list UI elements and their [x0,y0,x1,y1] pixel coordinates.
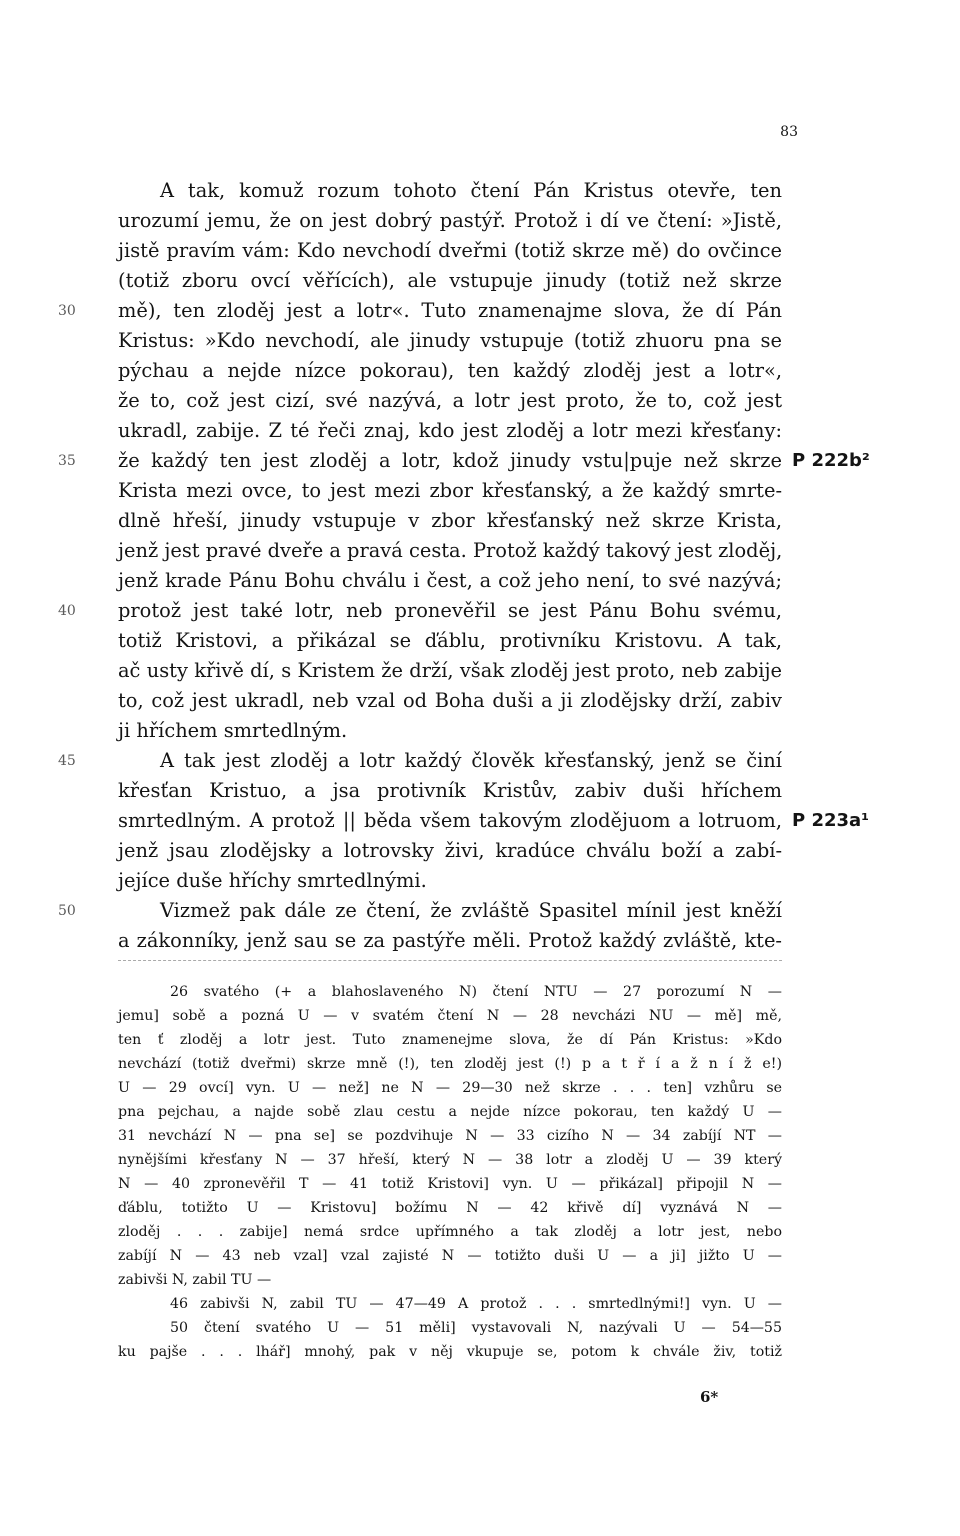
text-line [58,896,782,926]
main-text [58,176,870,956]
text-line [118,326,782,356]
line-text: urozumí jemu, že on jest dobrý pastýř. Protož i dí ve čtení: »Jistě, [118,209,782,232]
line-number: 50 [58,903,76,919]
note-line: ku pajše . . . lhář] mnohý, pak v něj vkupuje se, potom k chvále živ, totiž [118,1344,782,1360]
line-number: 35 [58,453,76,469]
line-text: že každý ten jest zloděj a lotr, kdož jinudy vstu|puje než skrze [118,449,782,472]
line-text: jenž jest pravé dveře a pravá cesta. Protož každý takový jest zloděj, [118,539,783,562]
line-text: protož jest také lotr, neb pronevěřil se jest Pánu Bohu svému, [118,599,782,622]
text-line [118,536,782,566]
line-text: (totiž zboru ovcí věřících), ale vstupuje jinudy (totiž než skrze [118,269,782,292]
line-text: mě), ten zloděj jest a lotr«. Tuto znamenajme slova, že dí Pán [118,299,782,322]
text-line [118,176,782,206]
note-line: zloděj . . . zabije] nemá srdce upřímného a tak zloděj a lotr jest, nebo [118,1224,782,1240]
line-text: jenž jsau zlodějsky a lotrovsky živi, kradúce chválu boží a zabí- [118,839,782,862]
note-line: ďáblu, totižto U — Kristovu] božímu N — 42 křivě dí] vyznává N — [118,1200,782,1216]
text-line [118,356,782,386]
line-text: to, což jest ukradl, neb vzal od Boha duši a ji zlodějsky drží, zabiv [118,689,782,712]
text-line [118,836,782,866]
line-text: totiž Kristovi, a přikázal se ďáblu, protivníku Kristovu. A tak, [118,629,782,652]
text-line [58,746,782,776]
note-line: 50 čtení svatého U — 51 měli] vystavovali N, nazývali U — 54—55 [170,1320,782,1336]
text-line [118,716,782,746]
line-text: A tak, komuž rozum tohoto čtení Pán Kristus otevře, ten [160,179,782,202]
text-line [118,626,782,656]
line-number: 40 [58,603,76,619]
text-line [118,236,782,266]
note-line: 26 svatého (+ a blahoslaveného N) čtení NTU — 27 porozumí N — [170,984,782,1000]
text-line [118,386,782,416]
note-line: nynějšími křesťany N — 37 hřeší, který N — 38 lotr a zloděj U — 39 který [118,1152,782,1168]
note-line: ten ť zloděj a lotr jest. Tuto znamenejme slova, že dí Pán Kristus: »Kdo [118,1032,782,1048]
line-number: 45 [58,753,76,769]
line-text: a zákonníky, jenž sau se za pastýře měli. Protož každý zvláště, kte- [118,929,782,952]
text-line [118,926,782,956]
text-line [118,806,870,836]
text-line [118,506,782,536]
text-line [58,596,782,626]
line-text: ukradl, zabije. Z té řeči znaj, kdo jest zloděj a lotr mezi křesťany: [118,419,782,442]
line-text: A tak jest zloděj a lotr každý člověk křesťanský, jenž se činí [160,749,782,772]
critical-apparatus [118,980,782,1364]
manuscript-folio-ref: P 223a¹ [792,810,870,831]
text-line [118,656,782,686]
footnote-divider [118,960,782,961]
text-line [118,776,782,806]
line-text: Krista mezi ovce, to jest mezi zbor křesťanský, a že každý smrte- [118,479,782,502]
text-line [58,296,782,326]
text-line [118,566,782,596]
note-line: 31 nevchází N — pna se] se pozdvihuje N — 33 cizího N — 34 zabíjí NT — [118,1128,782,1144]
note-line: zabíjí N — 43 neb vzal] vzal zajisté N — totižto duši U — a ji] jižto U — [118,1248,782,1264]
line-text: ji hříchem smrtedlným. [118,719,348,742]
text-line [118,416,782,446]
note-line: jemu] sobě a pozná U — v svatém čtení N — 28 nevcházi NU — mě] mě, [118,1008,782,1024]
line-text: smrtedlným. A protož || běda všem takovým zlodějuom a lotruom, [118,809,782,832]
line-number: 30 [58,303,76,319]
line-text: pýchau a nejde nízce pokorau), ten každý zloděj jest a lotr«, [118,359,782,382]
note-line: nevchází (totiž dveřmi) skrze mně (!), ten zloděj jest (!) p a t ř í a ž n í ž e!) [118,1056,782,1072]
line-text: Vizmež pak dále ze čtení, že zvláště Spasitel mínil jest kněží [160,899,782,922]
manuscript-folio-ref: P 222b² [792,450,870,471]
line-text: ač usty křivě dí, s Kristem že drží, však zloděj jest proto, neb zabije [118,659,782,682]
text-line [58,446,870,476]
line-text: křesťan Kristuo, a jsa protivník Kristův, zabiv duši hříchem [118,779,782,802]
note-line: N — 40 zpronevěřil T — 41 totiž Kristovi] vyn. U — přikázal] připojil N — [118,1176,782,1192]
text-line [118,266,782,296]
note-line: zabivši N, zabil TU — [118,1272,272,1288]
text-line [118,476,782,506]
note-line: 46 zabivši N, zabil TU — 47—49 A protož . . . smrtedlnými!] vyn. U — [170,1296,782,1312]
line-text: jistě pravím vám: Kdo nevchodí dveřmi (totiž skrze mě) do ovčince [118,239,782,262]
printer-signature: 6* [700,1388,719,1406]
line-text: jenž krade Pánu Bohu chválu i čest, a což jeho není, to své nazývá; [118,569,782,592]
line-text: dlně hřeší, jinudy vstupuje v zbor křesťanský než skrze Krista, [118,509,782,532]
line-text: jejíce duše hříchy smrtedlnými. [118,869,427,892]
line-text: že to, což jest cizí, své nazývá, a lotr jest proto, že to, což jest [118,389,782,412]
text-line [118,686,782,716]
line-text: Kristus: »Kdo nevchodí, ale jinudy vstupuje (totiž zhuoru pna se [118,329,782,352]
page-number: 83 [780,124,798,140]
note-line: pna pejchau, a najde sobě zlau cestu a nejde nízce pokorau, ten každý U — [118,1104,782,1120]
text-line [118,206,782,236]
text-line [118,866,782,896]
note-line: U — 29 ovcí] vyn. U — než] ne N — 29—30 než skrze . . . ten] vzhůru se [118,1080,782,1096]
